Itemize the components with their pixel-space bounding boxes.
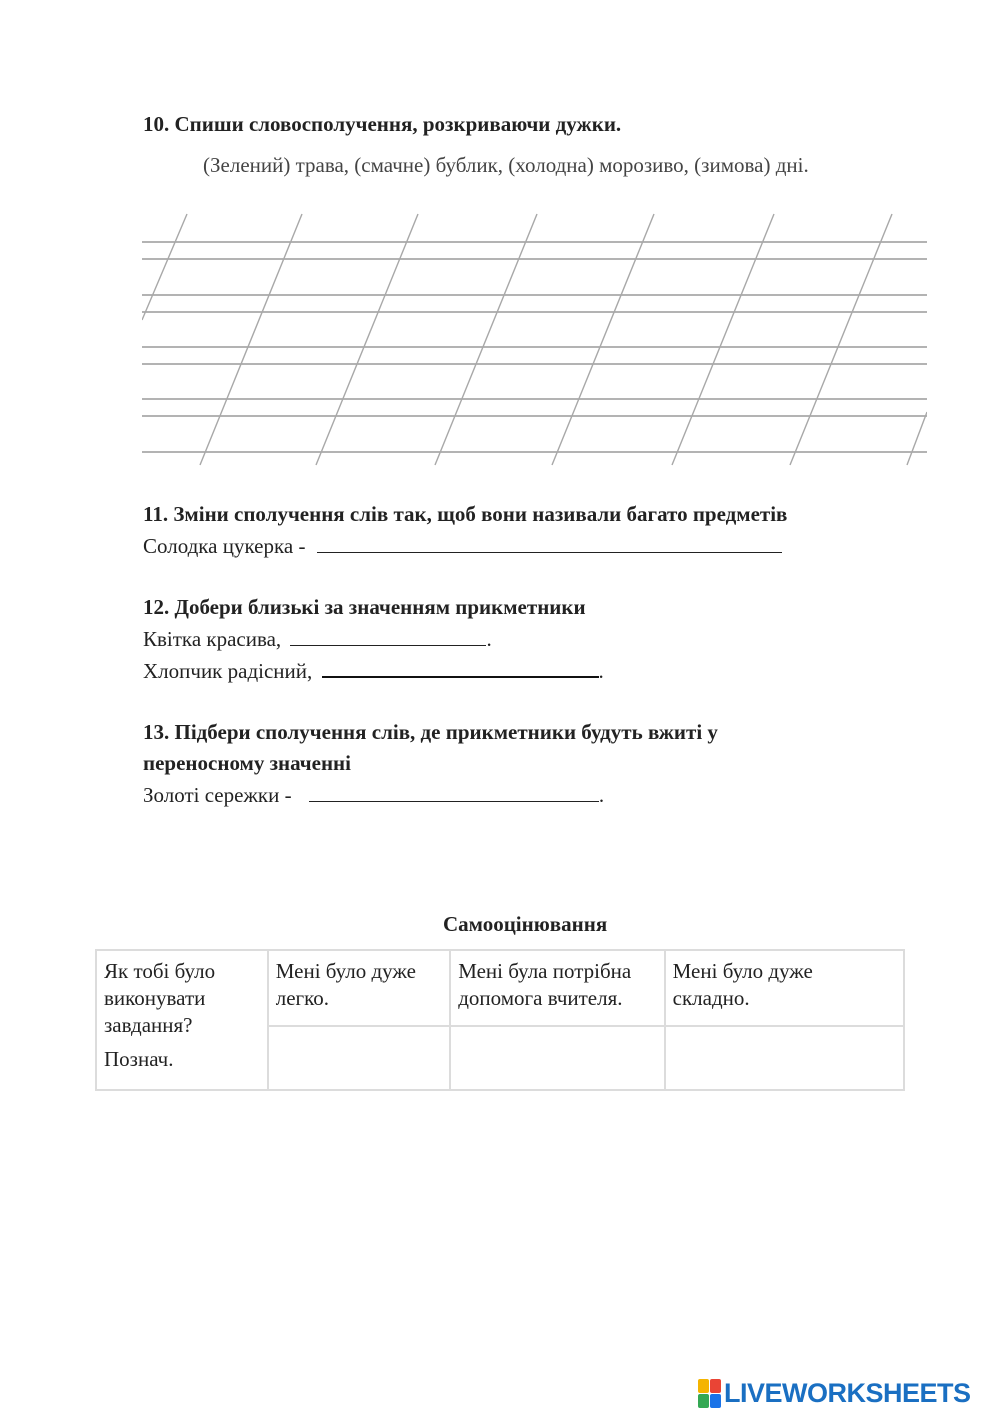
self-assessment-title: Самооцінювання	[443, 912, 608, 936]
task-10-phrases: (Зелений) трава, (смачне) бублик, (холодна) морозиво, (зимова) дні.	[203, 153, 809, 177]
task-13-line	[143, 783, 604, 808]
task-12-line-1	[143, 627, 492, 652]
slant-line	[552, 214, 654, 465]
slant-line	[790, 214, 892, 465]
slant-line	[435, 214, 537, 465]
logo-square-2	[710, 1379, 721, 1393]
option-hard-header	[665, 950, 904, 1026]
option-easy-header	[268, 950, 450, 1026]
option-hard-mark-cell[interactable]	[665, 1026, 904, 1090]
slant-line	[316, 214, 418, 465]
option-easy-line-1: Мені було дуже	[275, 959, 416, 983]
question-line-2: виконувати	[104, 986, 206, 1010]
option-hard-line-1: Мені було дуже	[672, 959, 813, 983]
option-hard-line-2: складно.	[672, 986, 750, 1010]
task-12-end-1: .	[486, 627, 492, 651]
task-13-end: .	[598, 783, 605, 807]
option-easy-line-2: легко.	[275, 986, 330, 1010]
task-12-end-2: .	[598, 659, 604, 683]
option-help-line-1: Мені була потрібна	[458, 959, 632, 983]
task-11-prefix: Солодка цукерка -	[143, 534, 306, 558]
liveworksheets-brand-text: LIVEWORKSHEETS	[724, 1377, 971, 1408]
self-assessment-table	[95, 949, 905, 1091]
task-12-prefix-2: Хлопчик радісний,	[143, 659, 313, 683]
handwriting-grid[interactable]	[142, 212, 927, 467]
question-note: Познач.	[104, 1047, 174, 1071]
question-line-3: завдання?	[104, 1013, 193, 1037]
task-11-title: 11. Зміни сполучення слів так, щоб вони називали багато предметів	[143, 502, 788, 526]
task-11-line	[143, 534, 782, 559]
task-11-answer-blank[interactable]	[317, 534, 782, 553]
task-13-title-line-1: 13. Підбери сполучення слів, де прикметники будуть вжиті у	[143, 720, 718, 744]
task-12-title: 12. Добери близькі за значенням прикметники	[143, 595, 586, 619]
question-cell	[96, 950, 268, 1090]
option-help-line-2: допомога вчителя.	[458, 986, 623, 1010]
task-13-answer-blank[interactable]	[309, 783, 599, 802]
question-line-1: Як тобі було	[104, 959, 216, 983]
liveworksheets-logo-icon	[698, 1379, 721, 1408]
grid-horizontal-lines	[142, 242, 927, 452]
task-12-line-2	[143, 658, 604, 684]
task-10-title: 10. Спиши словосполучення, розкриваючи дужки.	[143, 112, 622, 136]
slant-line	[142, 214, 187, 320]
slant-line	[907, 412, 927, 465]
grid-slant-lines	[142, 214, 927, 465]
task-12-prefix-1: Квітка красива,	[143, 627, 282, 651]
logo-square-1	[698, 1379, 709, 1393]
task-12-answer-blank-2[interactable]	[322, 658, 599, 678]
option-easy-mark-cell[interactable]	[268, 1026, 450, 1090]
logo-square-3	[698, 1394, 709, 1408]
task-12-answer-blank-1[interactable]	[290, 627, 486, 646]
option-help-header	[450, 950, 664, 1026]
task-13-prefix: Золоті сережки -	[143, 783, 292, 807]
task-13-title-line-2: переносному значенні	[143, 751, 351, 775]
liveworksheets-logo[interactable]	[698, 1376, 971, 1410]
slant-line	[672, 214, 774, 465]
logo-square-4	[710, 1394, 721, 1408]
option-help-mark-cell[interactable]	[450, 1026, 664, 1090]
slant-line	[200, 214, 302, 465]
